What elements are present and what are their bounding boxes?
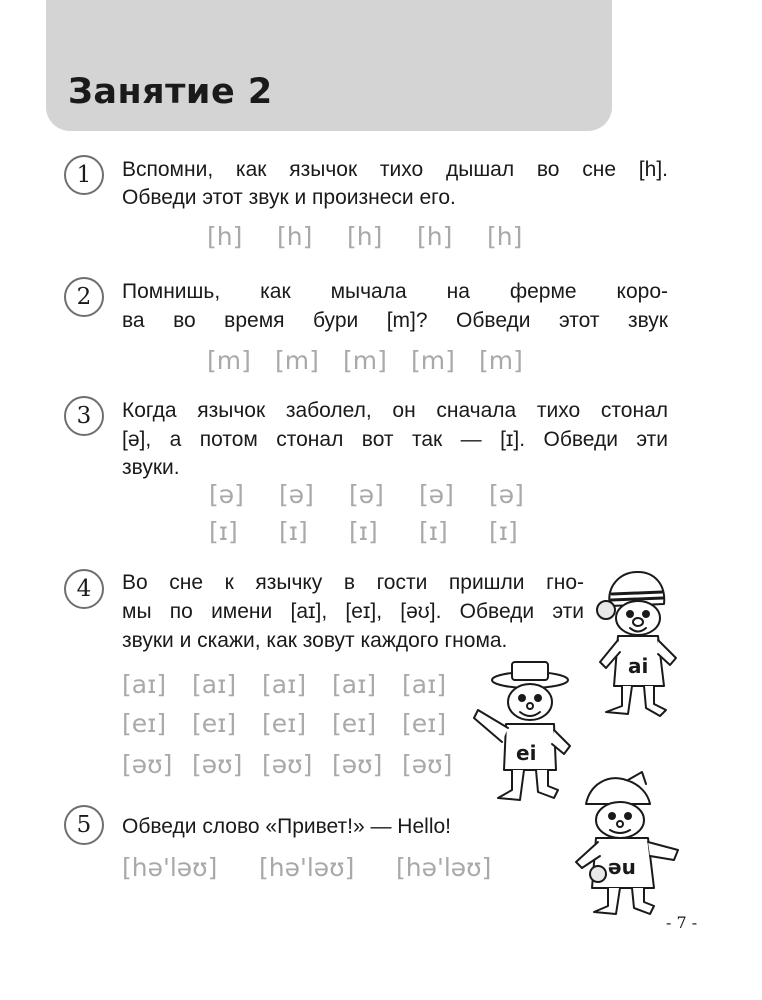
word-hello-transcription[interactable]: [hə'ləʊ] xyxy=(259,853,355,882)
sound-schwa[interactable]: [ə] xyxy=(419,480,454,509)
task-number-5: 5 xyxy=(64,805,104,845)
sound-schwa[interactable]: [ə] xyxy=(209,480,244,509)
task-number-1: 1 xyxy=(64,155,104,195)
sound-ou[interactable]: [əʊ] xyxy=(122,750,173,779)
task-number-2: 2 xyxy=(64,277,104,317)
sound-short-i[interactable]: [ɪ] xyxy=(279,517,308,546)
task-3-text-line-2: [ə], а потом стонал вот так — [ɪ]. Обведи эти xyxy=(122,428,668,451)
sound-ai[interactable]: [aɪ] xyxy=(122,670,167,699)
sound-h[interactable]: [h] xyxy=(207,222,243,251)
sound-ei[interactable]: [eɪ] xyxy=(332,709,377,738)
gnome-ai-illustration xyxy=(586,566,686,726)
task-4-text-line-2: мы по имени [aɪ], [eɪ], [əʊ]. Обведи эти xyxy=(122,600,584,623)
task-3-text-line-1: Когда язычок заболел, он сначала тихо стонал xyxy=(122,399,668,422)
task-2-text-line-1: Помнишь, как мычала на ферме коро- xyxy=(122,280,668,303)
task-1-text-line-1: Вспомни, как язычок тихо дышал во сне [h]. xyxy=(122,158,668,181)
gnome-ai-shirt-label: ai xyxy=(628,654,649,678)
sound-short-i[interactable]: [ɪ] xyxy=(419,517,448,546)
task-2-text-line-2: ва во время бури [m]? Обведи этот звук xyxy=(122,309,668,332)
task-1-text-line-2: Обведи этот звук и произнеси его. xyxy=(122,186,456,209)
word-hello-transcription[interactable]: [hə'ləʊ] xyxy=(122,853,218,882)
sound-schwa[interactable]: [ə] xyxy=(279,480,314,509)
sound-h[interactable]: [h] xyxy=(277,222,313,251)
sound-ai[interactable]: [aɪ] xyxy=(262,670,307,699)
sound-ai[interactable]: [aɪ] xyxy=(192,670,237,699)
task-number-3: 3 xyxy=(64,396,104,436)
sound-ei[interactable]: [eɪ] xyxy=(192,709,237,738)
task-4-text-line-1: Во сне к язычку в гости пришли гно- xyxy=(122,571,584,594)
page-number: - 7 - xyxy=(666,913,698,932)
sound-m[interactable]: [m] xyxy=(479,346,523,375)
sound-ei[interactable]: [eɪ] xyxy=(122,709,167,738)
sound-h[interactable]: [h] xyxy=(487,222,523,251)
sound-short-i[interactable]: [ɪ] xyxy=(349,517,378,546)
sound-schwa[interactable]: [ə] xyxy=(349,480,384,509)
gnome-ei-shirt-label: ei xyxy=(516,741,537,765)
sound-h[interactable]: [h] xyxy=(417,222,453,251)
gnome-ei-illustration xyxy=(468,658,580,808)
sound-ou[interactable]: [əʊ] xyxy=(332,750,383,779)
sound-m[interactable]: [m] xyxy=(411,346,455,375)
sound-ei[interactable]: [eɪ] xyxy=(262,709,307,738)
sound-ou[interactable]: [əʊ] xyxy=(192,750,243,779)
sound-m[interactable]: [m] xyxy=(343,346,387,375)
sound-ou[interactable]: [əʊ] xyxy=(262,750,313,779)
sound-ai[interactable]: [aɪ] xyxy=(332,670,377,699)
sound-ou[interactable]: [əʊ] xyxy=(402,750,453,779)
sound-m[interactable]: [m] xyxy=(275,346,319,375)
word-hello-transcription[interactable]: [hə'ləʊ] xyxy=(396,853,492,882)
task-5-text-line-1: Обведи слово «Привет!» — Hello! xyxy=(122,815,451,838)
sound-m[interactable]: [m] xyxy=(207,346,251,375)
sound-ei[interactable]: [eɪ] xyxy=(402,709,447,738)
task-number-4: 4 xyxy=(64,569,104,609)
task-4-text-line-3: звуки и скажи, как зовут каждого гнома. xyxy=(122,629,508,652)
gnome-ou-shirt-label: əu xyxy=(608,855,636,879)
sound-short-i[interactable]: [ɪ] xyxy=(489,517,518,546)
gnome-ou-illustration xyxy=(568,770,684,918)
lesson-title: Занятие 2 xyxy=(68,72,273,112)
sound-short-i[interactable]: [ɪ] xyxy=(209,517,238,546)
task-3-text-line-3: звуки. xyxy=(122,456,180,479)
sound-ai[interactable]: [aɪ] xyxy=(402,670,447,699)
sound-h[interactable]: [h] xyxy=(347,222,383,251)
sound-schwa[interactable]: [ə] xyxy=(489,480,524,509)
